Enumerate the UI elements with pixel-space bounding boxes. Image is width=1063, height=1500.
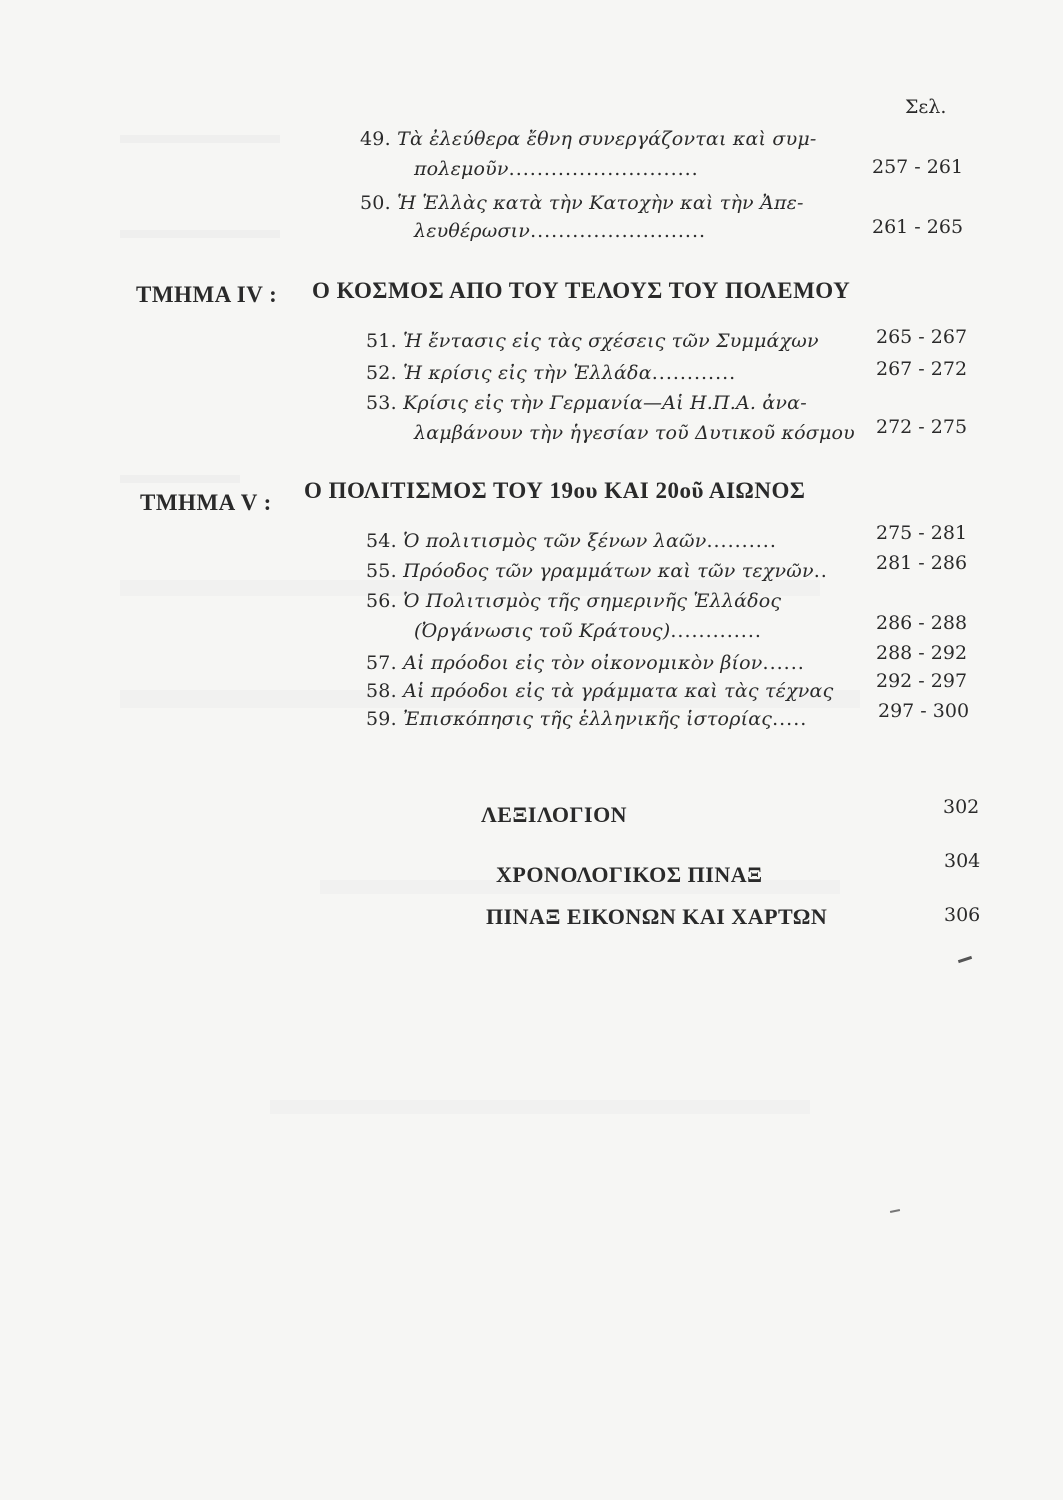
entry-number: 56. [366,590,397,612]
leader-dots: ..... [772,708,808,730]
entry-number: 50. [360,192,391,214]
toc-entry-59 [366,708,807,730]
toc-entry-49-cont [414,158,699,180]
entry-title-cont: πολεμοῦν [414,158,509,180]
entry-number: 53. [366,392,397,414]
toc-entry-53 [366,392,807,414]
appendix-page-lexicon: 302 [943,796,980,818]
toc-entry-55 [366,560,828,582]
entry-title: Ἡ κρίσις εἰς τὴν Ἑλλάδα [403,362,652,384]
toc-entry-56-cont [414,620,762,642]
entry-number: 51. [366,330,397,352]
entry-pages: 281 - 286 [876,552,968,574]
entry-pages: 257 - 261 [872,156,964,178]
entry-number: 59. [366,708,397,730]
appendix-page-chronology: 304 [944,850,981,872]
entry-pages: 265 - 267 [876,326,968,348]
toc-entry-50-cont [414,220,706,242]
entry-number: 58. [366,680,397,702]
entry-title: Ὁ πολιτισμὸς τῶν ξένων λαῶν [403,530,707,552]
section-title-v: Ο ΠΟΛΙΤΙΣΜΟΣ ΤΟΥ 19ου ΚΑΙ 20οῦ ΑΙΩΝΟΣ [304,478,806,503]
entry-title: Ἡ ἔντασις εἰς τὰς σχέσεις τῶν Συμμάχων [403,330,819,352]
entry-title: Αἱ πρόοδοι εἰς τὸν οἰκονομικὸν βίον [403,652,763,674]
toc-entry-56 [366,590,781,612]
entry-title: Τὰ ἐλεύθερα ἔθνη συνεργάζονται καὶ συμ- [397,128,817,150]
stray-mark [890,1209,900,1213]
entry-pages: 292 - 297 [876,670,968,692]
section-title-iv: Ο ΚΟΣΜΟΣ ΑΠΟ ΤΟΥ ΤΕΛΟΥΣ ΤΟΥ ΠΟΛΕΜΟΥ [312,278,851,303]
page-column-label: Σελ. [905,96,947,118]
section-label-iv: ΤΜΗΜΑ IV : [136,282,278,307]
leader-dots: ............. [670,620,762,642]
entry-title: Αἱ πρόοδοι εἰς τὰ γράμματα καὶ τὰς τέχνας [403,680,834,702]
toc-entry-54 [366,530,777,552]
leader-dots: .......... [706,530,777,552]
entry-pages: 275 - 281 [876,522,968,544]
leader-dots: ......................... [530,220,707,242]
entry-title: Ὁ Πολιτισμὸς τῆς σημερινῆς Ἑλλάδος [403,590,782,612]
entry-number: 54. [366,530,397,552]
leader-dots: ............ [651,362,737,384]
toc-entry-53-cont [414,422,855,444]
toc-entry-51 [366,330,819,352]
appendix-title-lexicon: ΛΕΞΙΛΟΓΙΟΝ [481,802,628,827]
toc-entry-52 [366,362,736,384]
toc-entry-49 [360,128,817,150]
entry-title: Ἡ Ἑλλὰς κατὰ τὴν Κατοχὴν καὶ τὴν Ἀπε- [397,192,804,214]
leader-dots: .. [813,560,828,582]
leader-dots: ...... [762,652,805,674]
entry-title: Κρίσις εἰς τὴν Γερμανία—Αἱ Η.Π.Α. ἀνα- [403,392,807,414]
toc-entry-50 [360,192,804,214]
toc-entry-58 [366,680,833,702]
appendix-title-images-maps: ΠΙΝΑΞ ΕΙΚΟΝΩΝ ΚΑΙ ΧΑΡΤΩΝ [486,904,828,929]
entry-title-cont: (Ὀργάνωσις τοῦ Κράτους) [414,620,671,642]
appendix-title-chronology: ΧΡΟΝΟΛΟΓΙΚΟΣ ΠΙΝΑΞ [496,862,763,887]
entry-pages: 297 - 300 [878,700,970,722]
entry-title: Πρόοδος τῶν γραμμάτων καὶ τῶν τεχνῶν [403,560,814,582]
entry-title-cont: λαμβάνουν τὴν ἡγεσίαν τοῦ Δυτικοῦ κόσμου [414,422,855,444]
section-label-v: ΤΜΗΜΑ V : [140,490,272,515]
entry-title-cont: λευθέρωσιν [414,220,531,242]
entry-pages: 261 - 265 [872,216,964,238]
entry-number: 55. [366,560,397,582]
leader-dots: ........................... [508,158,699,180]
entry-pages: 267 - 272 [876,358,968,380]
entry-title: Ἐπισκόπησις τῆς ἑλληνικῆς ἱστορίας [403,708,773,730]
entry-pages: 272 - 275 [876,416,968,438]
entry-number: 49. [360,128,391,150]
entry-number: 52. [366,362,397,384]
entry-pages: 288 - 292 [876,642,968,664]
toc-entry-57 [366,652,805,674]
entry-number: 57. [366,652,397,674]
appendix-page-images-maps: 306 [944,904,981,926]
stray-mark [958,956,972,963]
entry-pages: 286 - 288 [876,612,968,634]
